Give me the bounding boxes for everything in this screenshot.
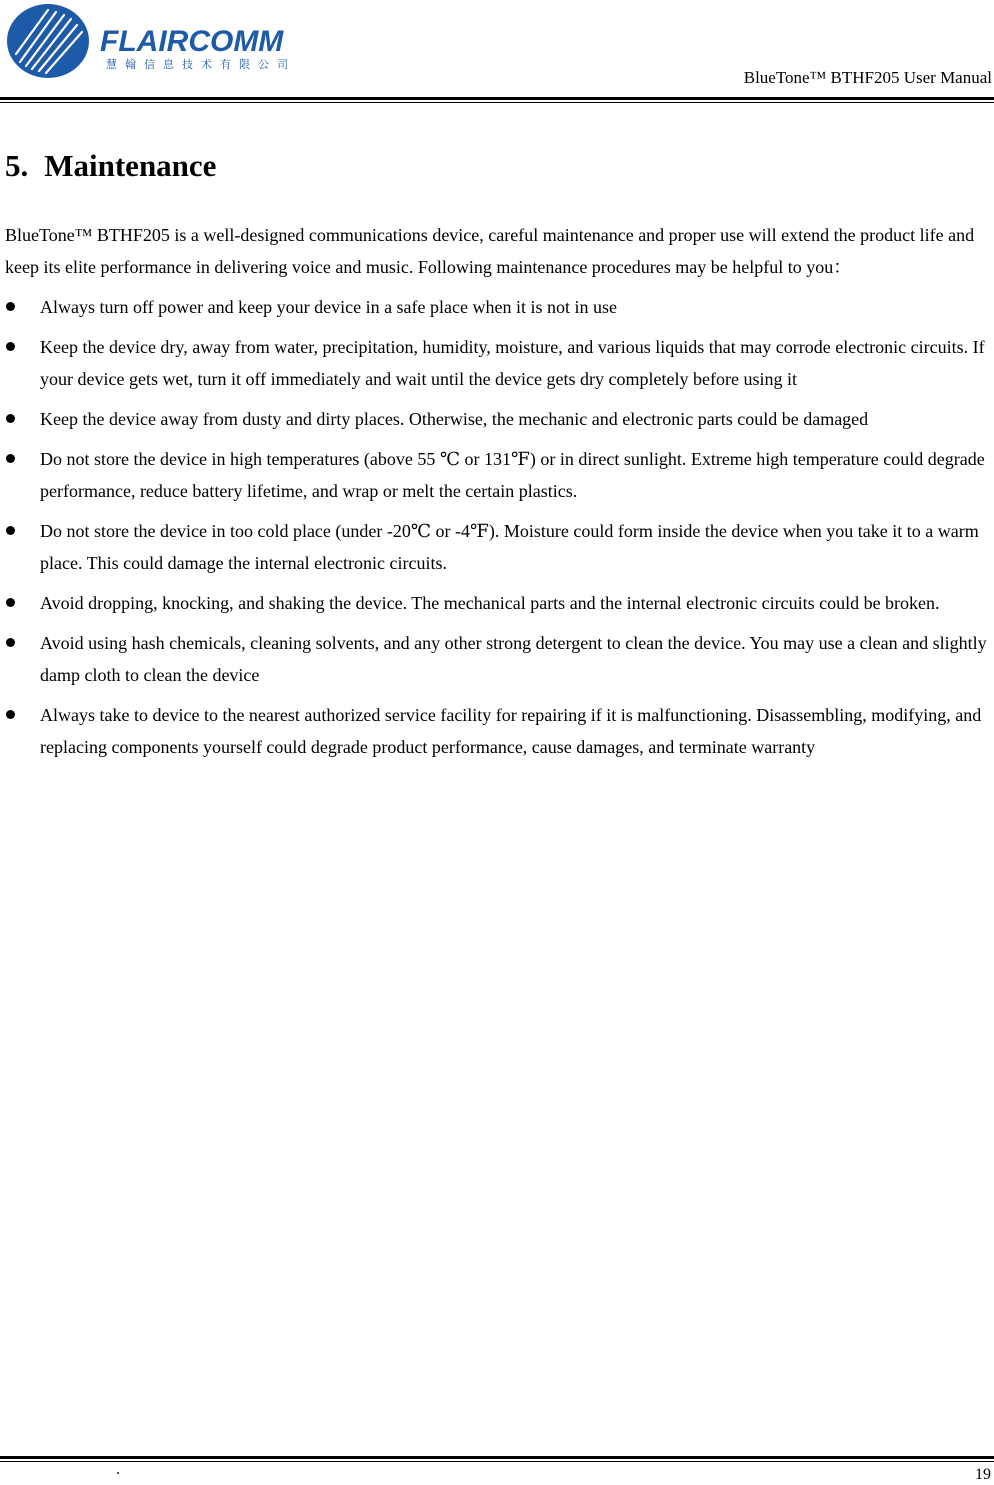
section-heading xyxy=(5,148,216,184)
intro-paragraph: BlueTone™ BTHF205 is a well-designed communications device, careful maintenance and proper use will extend the product life and keep its elite performance in delivering voice and music. Following maintenance procedures may be helpful to you： xyxy=(5,225,975,277)
list-item xyxy=(5,699,990,763)
list-item xyxy=(5,291,990,323)
section-title: Maintenance xyxy=(44,148,217,183)
list-item-text: Avoid dropping, knocking, and shaking the device. The mechanical parts and the internal electronic circuits could be broken. xyxy=(40,593,940,613)
logo-subtitle-text: 慧翰信息技术有限公司 xyxy=(106,58,296,71)
list-item xyxy=(5,627,990,691)
document-title: BlueTone™ BTHF205 User Manual xyxy=(743,68,992,87)
bullet-icon xyxy=(6,342,15,351)
bullet-icon xyxy=(6,710,15,719)
bullet-icon xyxy=(6,638,15,647)
list-item-text: Do not store the device in high temperatures (above 55 ℃ or 131℉) or in direct sunlight. Extreme high temperature could degrade performance, reduce battery lifetime, and wrap or melt the certain plastics. xyxy=(40,449,985,501)
footer-rule-thin xyxy=(0,1461,994,1462)
list-item-text: Always turn off power and keep your device in a safe place when it is not in use xyxy=(40,297,617,317)
list-item xyxy=(5,443,990,507)
bullet-icon xyxy=(6,454,15,463)
header-rule-thick xyxy=(0,97,994,100)
list-item xyxy=(5,515,990,579)
bullet-icon xyxy=(6,526,15,535)
footer-rule-thick xyxy=(0,1456,994,1459)
company-logo xyxy=(6,2,306,82)
bullet-icon xyxy=(6,414,15,423)
list-item xyxy=(5,587,990,619)
list-item-text: Do not store the device in too cold place (under -20℃ or -4℉). Moisture could form inside the device when you take it to a warm place. This could damage the internal electronic circuits. xyxy=(40,521,979,573)
list-item-text: Keep the device away from dusty and dirty places. Otherwise, the mechanic and electronic parts could be damaged xyxy=(40,409,869,429)
footer-mark: . xyxy=(116,1461,120,1478)
maintenance-list xyxy=(5,291,990,763)
bullet-icon xyxy=(6,598,15,607)
bullet-icon xyxy=(6,302,15,311)
section-body xyxy=(5,219,990,771)
list-item xyxy=(5,331,990,395)
list-item-text: Always take to device to the nearest authorized service facility for repairing if it is malfunctioning. Disassembling, modifying, and replacing components yourself could degrade product performance, cause damages, and terminate warranty xyxy=(40,705,982,757)
list-item-text: Keep the device dry, away from water, precipitation, humidity, moisture, and various liquids that may corrode electronic circuits. If your device gets wet, turn it off immediately and wait until the device gets dry completely before using it xyxy=(40,337,985,389)
section-number: 5. xyxy=(5,148,29,183)
list-item-text: Avoid using hash chemicals, cleaning solvents, and any other strong detergent to clean the device. You may use a clean and slightly damp cloth to clean the device xyxy=(40,633,987,685)
list-item xyxy=(5,403,990,435)
page-number: 19 xyxy=(975,1466,991,1483)
logo-graphic xyxy=(6,2,306,82)
header-rule-thin xyxy=(0,102,994,103)
logo-brand-text: FLAIRCOMM xyxy=(100,25,284,58)
